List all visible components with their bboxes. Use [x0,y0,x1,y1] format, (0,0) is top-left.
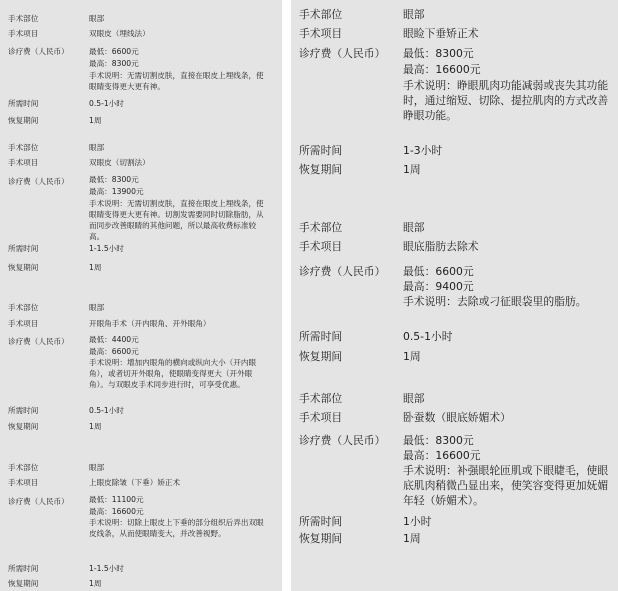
fee-min: 最低：8300元 [403,434,474,447]
recovery-value: 1周 [89,263,102,272]
time-label: 所需时间 [299,144,343,157]
fee-min: 最低：4400元 [89,335,139,344]
surgery-description: 手术说明：增加内眼角的横向或纵向大小（开内眼角），或者切开外眼角，使眼睛变得更大（开外眼角）。与双眼皮手术同步进行时，可享受优惠。 [89,358,257,389]
fee-min: 最低：6600元 [89,47,139,56]
surgery-part: 眼部 [89,143,105,152]
surgery-part-label: 手术部位 [8,14,39,23]
surgery-item: 开眼角手术（开内眼角、开外眼角） [89,319,211,328]
surgery-item: 眼睑下垂矫正术 [403,27,479,40]
fee-max: 最高：6600元 [89,347,139,356]
time-value: 0.5-1小时 [89,406,124,415]
time-value: 1小时 [403,515,432,528]
time-label: 所需时间 [8,244,39,253]
time-label: 所需时间 [8,564,39,573]
surgery-description: 手术说明：无需切割皮肤，直接在眼皮上埋线条，使眼睛变得更大更有神。切割发需要同时切除脂肪，从而同步改善眼睛的其他问题，所以最高收费标准较高。 [89,199,264,241]
fee-min: 最低：8300元 [89,175,139,184]
fee-label: 诊疗费（人民币） [8,47,69,56]
time-label: 所需时间 [299,330,343,343]
surgery-part-label: 手术部位 [8,303,39,312]
surgery-part-label: 手术部位 [8,143,39,152]
recovery-label: 恢复期间 [8,116,39,125]
fee-label: 诊疗费（人民币） [299,434,386,447]
left-price-column [0,0,282,591]
right-price-column [291,0,618,591]
recovery-value: 1周 [89,579,102,588]
fee-max: 最高：9400元 [403,280,474,293]
recovery-value: 1周 [403,163,421,176]
fee-max: 最高：16600元 [403,449,481,462]
fee-max: 最高：16600元 [89,507,144,516]
surgery-description: 手术说明：补强眼轮匝肌或下眼睫毛，使眼底肌肉稍微凸显出来，使笑容变得更加妩媚年轻（娇媚术）。 [403,464,609,507]
time-value: 0.5-1小时 [403,330,453,343]
surgery-item-label: 手术项目 [8,478,39,487]
time-value: 0.5-1小时 [89,99,124,108]
time-value: 1-1.5小时 [89,244,124,253]
surgery-item-label: 手术项目 [299,27,343,40]
recovery-label: 恢复期间 [299,350,343,363]
fee-min: 最低：11100元 [89,495,144,504]
surgery-item: 上眼皮除皱（下垂）矫正术 [89,478,181,487]
fee-max: 最高：8300元 [89,59,139,68]
recovery-value: 1周 [89,422,102,431]
recovery-label: 恢复期间 [299,163,343,176]
surgery-part-label: 手术部位 [299,392,343,405]
surgery-description: 手术说明：睁眼肌肉功能减弱或丧失其功能时，通过缩短、切除、提拉肌肉的方式改善睁眼功能。 [403,79,609,122]
fee-label: 诊疗费（人民币） [8,177,69,186]
surgery-part-label: 手术部位 [8,463,39,472]
fee-min: 最低：8300元 [403,47,474,60]
recovery-value: 1周 [403,350,421,363]
time-label: 所需时间 [299,515,343,528]
surgery-description: 手术说明：切除上眼皮上下垂的部分组织后弄出双眼皮线条，从而使眼睛变大，并改善视野。 [89,518,264,538]
surgery-item-label: 手术项目 [299,240,343,253]
fee-max: 最高：16600元 [403,63,481,76]
surgery-part: 眼部 [403,392,425,405]
surgery-part: 眼部 [403,221,425,234]
surgery-part: 眼部 [89,14,105,23]
surgery-part-label: 手术部位 [299,221,343,234]
surgery-item-label: 手术项目 [8,158,39,167]
recovery-label: 恢复期间 [8,422,39,431]
time-value: 1-1.5小时 [89,564,124,573]
surgery-part-label: 手术部位 [299,8,343,21]
time-label: 所需时间 [8,99,39,108]
surgery-item-label: 手术项目 [8,319,39,328]
recovery-value: 1周 [403,532,421,545]
surgery-item-label: 手术项目 [299,411,343,424]
recovery-value: 1周 [89,116,102,125]
recovery-label: 恢复期间 [299,532,343,545]
surgery-part: 眼部 [89,463,105,472]
fee-label: 诊疗费（人民币） [8,337,69,346]
time-value: 1-3小时 [403,144,443,157]
surgery-item: 卧蚕数（眼底娇媚术） [403,411,511,424]
surgery-item: 眼底脂肪去除术 [403,240,479,253]
surgery-item-label: 手术项目 [8,29,39,38]
surgery-item: 双眼皮（切割法） [89,158,150,167]
time-label: 所需时间 [8,406,39,415]
fee-label: 诊疗费（人民币） [299,47,386,60]
surgery-description: 手术说明：无需切割皮肤，直接在眼皮上埋线条，使眼睛变得更大更有神。 [89,71,264,91]
recovery-label: 恢复期间 [8,263,39,272]
fee-label: 诊疗费（人民币） [8,497,69,506]
surgery-description: 手术说明：去除或刁征眼袋里的脂肪。 [403,295,587,308]
fee-min: 最低：6600元 [403,265,474,278]
fee-label: 诊疗费（人民币） [299,265,386,278]
surgery-part: 眼部 [89,303,105,312]
fee-max: 最高：13900元 [89,187,144,196]
surgery-part: 眼部 [403,8,425,21]
surgery-item: 双眼皮（埋线法） [89,29,150,38]
recovery-label: 恢复期间 [8,579,39,588]
